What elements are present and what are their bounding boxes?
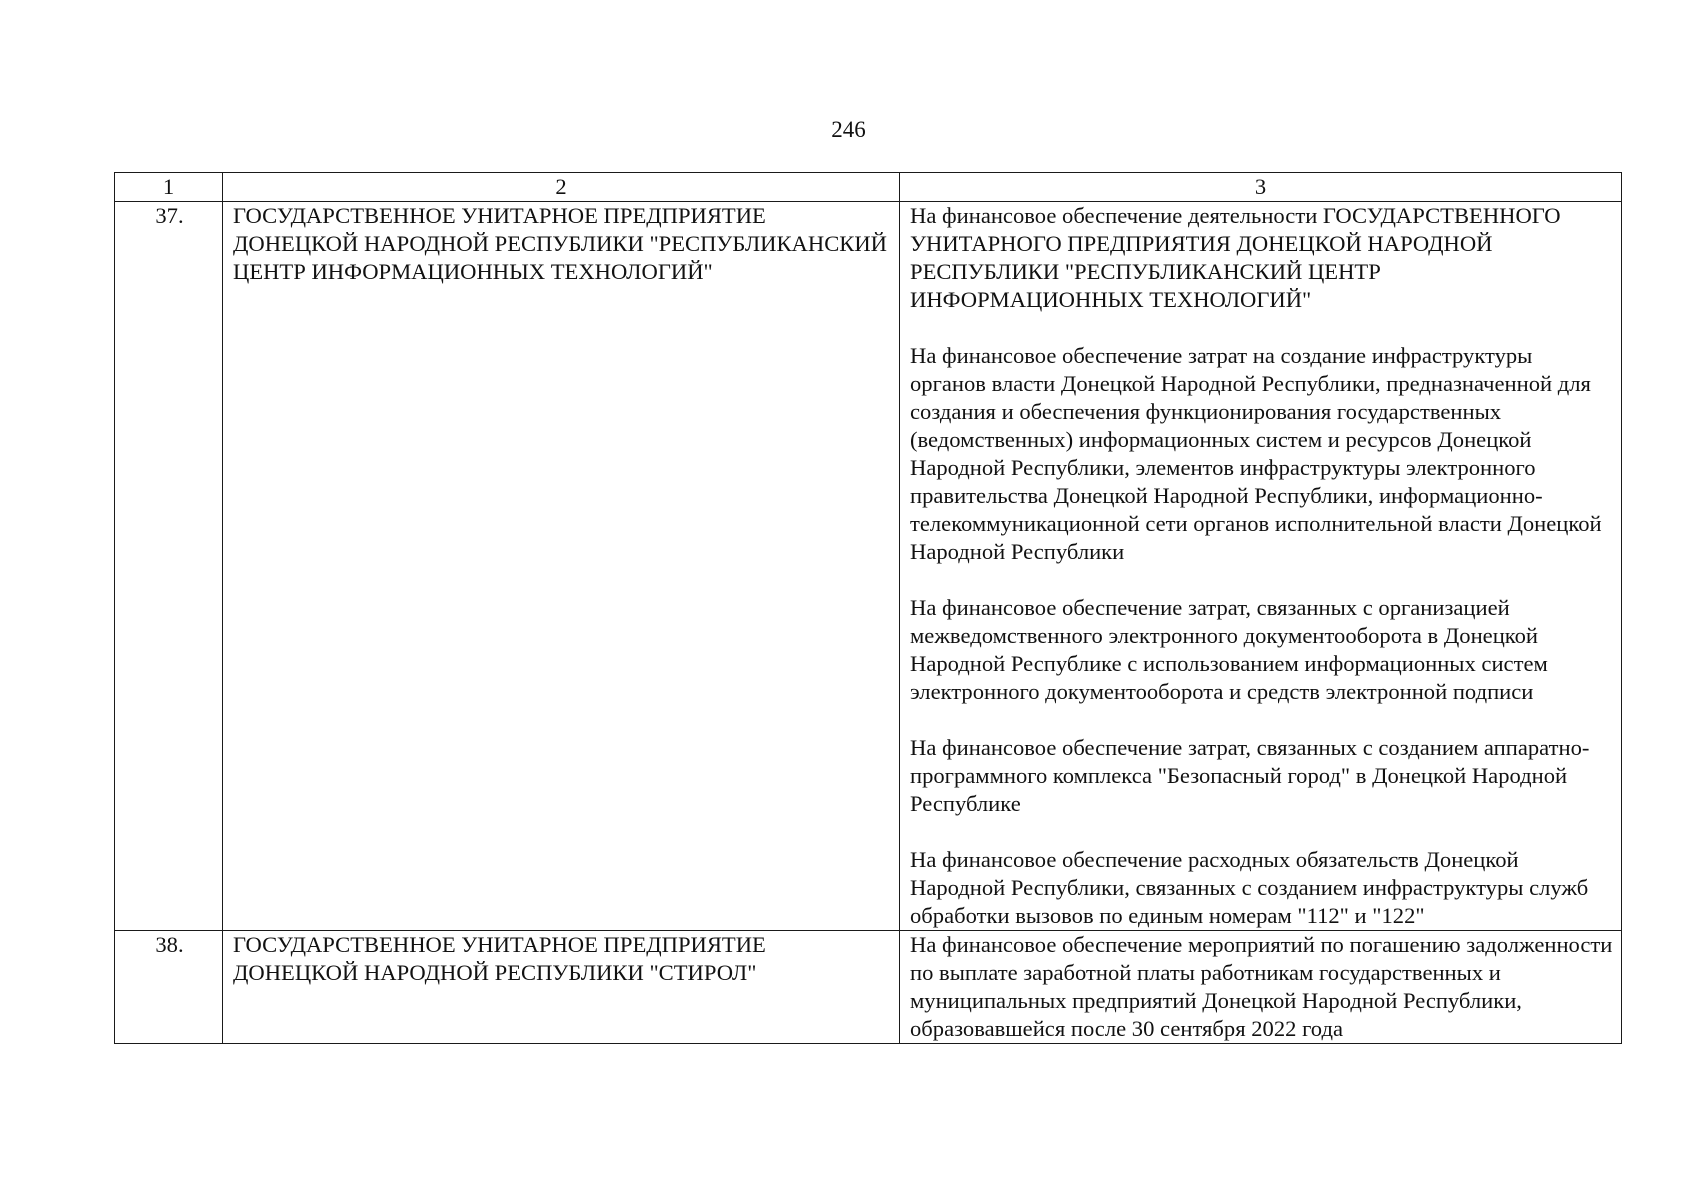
table-row xyxy=(115,202,1622,931)
row-number: 37. xyxy=(115,202,223,931)
page-number: 246 xyxy=(831,117,866,142)
header-row xyxy=(115,173,1622,202)
enterprise-name: ГОСУДАРСТВЕННОЕ УНИТАРНОЕ ПРЕДПРИЯТИЕ ДОНЕЦКОЙ НАРОДНОЙ РЕСПУБЛИКИ "СТИРОЛ" xyxy=(223,931,900,1044)
purpose-item: На финансовое обеспечение мероприятий по погашению задолженности по выплате заработной платы работникам государственных и муниципальных предприятий Донецкой Народной Республики, образовавшейся после 30 сентября 2022 года xyxy=(910,932,1613,1041)
purpose-item: На финансовое обеспечение расходных обязательств Донецкой Народной Республики, связанных с созданием инфраструктуры служб обработки вызовов по единым номерам "112" и "122" xyxy=(910,847,1589,928)
purpose-item: На финансовое обеспечение затрат на создание инфраструктуры органов власти Донецкой Народной Республики, предназначенной для создания и обеспечения функционирования государственных (ведомственных) информационных систем и ресурсов Донецкой Народной Республики, элементов инфраструктуры электронного правительства Донецкой Народной Республики, информационно-телекоммуникационной сети органов исполнительной власти Донецкой Народной Республики xyxy=(910,343,1602,564)
funding-purposes xyxy=(900,202,1622,931)
column-header-3: 3 xyxy=(900,173,1622,202)
table-row xyxy=(115,931,1622,1044)
row-number: 38. xyxy=(115,931,223,1044)
table-header xyxy=(115,173,1622,202)
purpose-item: На финансовое обеспечение затрат, связанных с созданием аппаратно-программного комплекса "Безопасный город" в Донецкой Народной Республике xyxy=(910,735,1590,816)
enterprise-name: ГОСУДАРСТВЕННОЕ УНИТАРНОЕ ПРЕДПРИЯТИЕ ДОНЕЦКОЙ НАРОДНОЙ РЕСПУБЛИКИ "РЕСПУБЛИКАНСКИЙ ЦЕНТР ИНФОРМАЦИОННЫХ ТЕХНОЛОГИЙ" xyxy=(223,202,900,931)
purpose-item: На финансовое обеспечение затрат, связанных с организацией межведомственного электронного документооборота в Донецкой Народной Республике с использованием информационных систем электронного документооборота и средств электронной подписи xyxy=(910,595,1548,704)
table-body xyxy=(115,202,1622,1044)
purpose-item: На финансовое обеспечение деятельности ГОСУДАРСТВЕННОГО УНИТАРНОГО ПРЕДПРИЯТИЯ ДОНЕЦКОЙ НАРОДНОЙ РЕСПУБЛИКИ "РЕСПУБЛИКАНСКИЙ ЦЕНТР ИНФОРМАЦИОННЫХ ТЕХНОЛОГИЙ" xyxy=(910,203,1561,312)
column-header-2: 2 xyxy=(223,173,900,202)
column-header-1: 1 xyxy=(115,173,223,202)
document-table xyxy=(114,172,1622,1044)
funding-purposes xyxy=(900,931,1622,1044)
